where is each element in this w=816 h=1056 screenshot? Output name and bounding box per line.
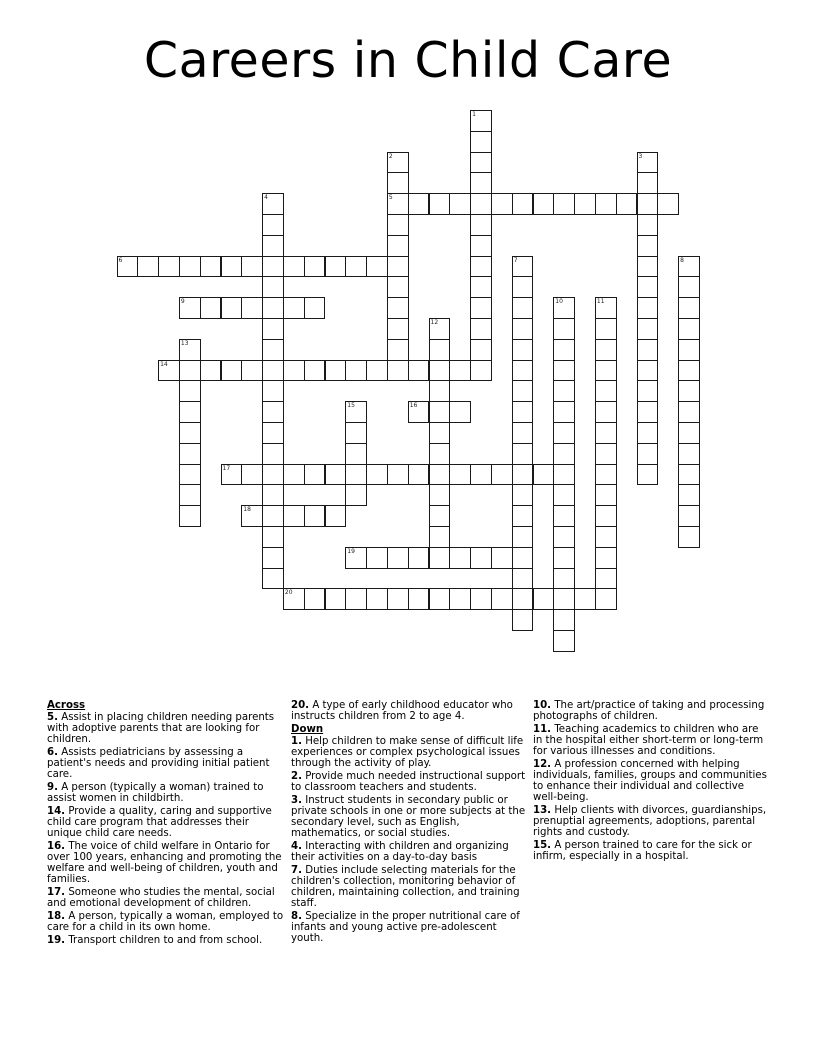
grid-cell[interactable]: [345, 588, 367, 610]
grid-cell[interactable]: [241, 505, 263, 527]
grid-cell[interactable]: [366, 360, 388, 382]
grid-cell[interactable]: [262, 193, 284, 215]
grid-cell[interactable]: [304, 588, 326, 610]
clue-number: 18: [243, 506, 251, 514]
grid-cell[interactable]: [241, 297, 263, 319]
grid-cell[interactable]: [325, 464, 347, 486]
grid-cell[interactable]: [179, 256, 201, 278]
grid-cell[interactable]: [387, 318, 409, 340]
grid-cell[interactable]: [345, 401, 367, 423]
clue-number: 10: [555, 298, 563, 306]
grid-cell[interactable]: [553, 526, 575, 548]
grid-cell[interactable]: [678, 256, 700, 278]
grid-cell[interactable]: [283, 360, 305, 382]
grid-cell[interactable]: [241, 360, 263, 382]
grid-cell[interactable]: [387, 276, 409, 298]
grid-cell[interactable]: [283, 297, 305, 319]
clue-across-17: 17. Someone who studies the mental, social and emotional development of children.: [47, 887, 275, 909]
grid-cell[interactable]: [387, 172, 409, 194]
grid-cell[interactable]: [262, 526, 284, 548]
clue-across-19: 19. Transport children to and from school.: [47, 935, 263, 946]
grid-cell[interactable]: [553, 588, 575, 610]
grid-cell[interactable]: [637, 380, 659, 402]
puzzle-title: Careers in Child Care: [143, 32, 673, 89]
grid-cell[interactable]: [470, 588, 492, 610]
clue-across-18: 18. A person, typically a woman, employed to care for a child in its own home.: [47, 911, 284, 933]
grid-cell[interactable]: [470, 131, 492, 153]
grid-cell[interactable]: [449, 588, 471, 610]
grid-cell[interactable]: [512, 360, 534, 382]
grid-cell[interactable]: [470, 256, 492, 278]
grid-cell[interactable]: [200, 297, 222, 319]
grid-cell[interactable]: [678, 297, 700, 319]
grid-cell[interactable]: [221, 360, 243, 382]
grid-cell[interactable]: [262, 214, 284, 236]
grid-cell[interactable]: [429, 422, 451, 444]
grid-cell[interactable]: [553, 360, 575, 382]
grid-cell[interactable]: [574, 193, 596, 215]
grid-cell[interactable]: [179, 360, 201, 382]
grid-cell[interactable]: [387, 547, 409, 569]
grid-cell[interactable]: [512, 568, 534, 590]
grid-cell[interactable]: [241, 256, 263, 278]
grid-cell[interactable]: [491, 588, 513, 610]
grid-cell[interactable]: [429, 339, 451, 361]
clue-number: 20: [284, 589, 293, 597]
clue-down-15: 15. A person trained to care for the sick or infirm, especially in a hospital.: [533, 840, 752, 862]
grid-cell[interactable]: [512, 276, 534, 298]
grid-cell[interactable]: [637, 339, 659, 361]
clue-across-9: 9. A person (typically a woman) trained to assist women in childbirth.: [47, 782, 264, 804]
grid-cell[interactable]: [449, 401, 471, 423]
clue-number: 15: [347, 402, 355, 410]
grid-cell[interactable]: [429, 547, 451, 569]
grid-cell[interactable]: [449, 193, 471, 215]
grid-cell[interactable]: [262, 443, 284, 465]
grid-cell[interactable]: [512, 297, 534, 319]
grid-cell[interactable]: [262, 422, 284, 444]
grid-cell[interactable]: [304, 256, 326, 278]
grid-cell[interactable]: [449, 547, 471, 569]
clue-number: 1: [472, 111, 476, 118]
grid-cell[interactable]: [533, 193, 555, 215]
grid-cell[interactable]: [262, 547, 284, 569]
grid-cell[interactable]: [179, 339, 201, 361]
grid-cell[interactable]: [553, 484, 575, 506]
clue-number: 13: [180, 339, 189, 347]
clue-number: 16: [409, 402, 418, 410]
grid-cell[interactable]: [637, 401, 659, 423]
grid-cell[interactable]: [345, 443, 367, 465]
grid-cell[interactable]: [387, 360, 409, 382]
grid-cell[interactable]: [678, 276, 700, 298]
grid-cell[interactable]: [678, 422, 700, 444]
grid-cell[interactable]: [429, 526, 451, 548]
clues-column-2: [291, 700, 527, 946]
grid-cell[interactable]: [345, 464, 367, 486]
grid-cell[interactable]: [512, 526, 534, 548]
grid-cell[interactable]: [429, 464, 451, 486]
clue-number: 8: [680, 256, 684, 264]
clue-down-12: 12. A profession concerned with helping individuals, families, groups and communities to enhance their individual and collective well-being.: [533, 759, 767, 803]
clue-down-7: 7. Duties include selecting materials for the children's collection, monitoring behavior of children, maintaining collection, and training staff.: [291, 865, 520, 909]
grid-cell[interactable]: [595, 380, 617, 402]
grid-cell[interactable]: [657, 193, 679, 215]
grid-cell[interactable]: [678, 360, 700, 382]
grid-cell[interactable]: [387, 588, 409, 610]
grid-cell[interactable]: [637, 276, 659, 298]
grid-cell[interactable]: [637, 256, 659, 278]
grid-cell[interactable]: [595, 464, 617, 486]
grid-cell[interactable]: [595, 297, 617, 319]
grid-cell[interactable]: [512, 193, 534, 215]
grid-cell[interactable]: [637, 152, 659, 174]
grid-cell[interactable]: [429, 318, 451, 340]
clue-down-13: 13. Help clients with divorces, guardianships, prenuptial agreements, adoptions, parental rights and custody.: [533, 805, 767, 838]
grid-cell[interactable]: [553, 401, 575, 423]
grid-cell[interactable]: [262, 256, 284, 278]
clue-number: 9: [180, 298, 185, 306]
grid-cell[interactable]: [553, 443, 575, 465]
grid-cell[interactable]: [470, 172, 492, 194]
grid-cell[interactable]: [179, 464, 201, 486]
grid-cell[interactable]: [345, 360, 367, 382]
grid-cell[interactable]: [179, 443, 201, 465]
grid-cell[interactable]: [512, 318, 534, 340]
grid-cell[interactable]: [366, 464, 388, 486]
grid-cell[interactable]: [283, 256, 305, 278]
grid-cell[interactable]: [553, 318, 575, 340]
clue-number: 7: [513, 256, 518, 264]
clue-across-16: 16. The voice of child welfare in Ontario for over 100 years, enhancing and promoting the welfare and well-being of children, youth and families.: [47, 841, 282, 885]
grid-cell[interactable]: [366, 588, 388, 610]
grid-cell[interactable]: [470, 214, 492, 236]
grid-cell[interactable]: [553, 630, 575, 652]
grid-cell[interactable]: [387, 339, 409, 361]
grid-cell[interactable]: [325, 505, 347, 527]
grid-cell[interactable]: [179, 380, 201, 402]
grid-cell[interactable]: [408, 360, 430, 382]
grid-cell[interactable]: [408, 193, 430, 215]
grid-cell[interactable]: [408, 464, 430, 486]
grid-cell[interactable]: [429, 443, 451, 465]
grid-cell[interactable]: [491, 464, 513, 486]
grid-cell[interactable]: [387, 464, 409, 486]
grid-cell[interactable]: [595, 339, 617, 361]
grid-cell[interactable]: [325, 256, 347, 278]
grid-cell[interactable]: [491, 547, 513, 569]
grid-cell[interactable]: [179, 505, 201, 527]
clue-number: 4: [264, 194, 268, 202]
grid-cell[interactable]: [345, 256, 367, 278]
clue-number: 14: [160, 360, 168, 368]
grid-cell[interactable]: [595, 547, 617, 569]
clue-down-10: 10. The art/practice of taking and processing photographs of children.: [533, 700, 765, 722]
grid-cell[interactable]: [387, 235, 409, 257]
grid-cell[interactable]: [449, 464, 471, 486]
grid-cell[interactable]: [470, 360, 492, 382]
clue-number: 17: [222, 464, 231, 472]
grid-cell[interactable]: [512, 380, 534, 402]
grid-cell[interactable]: [429, 360, 451, 382]
grid-cell[interactable]: [553, 547, 575, 569]
grid-cell[interactable]: [470, 235, 492, 257]
clue-down-8: 8. Specialize in the proper nutritional care of infants and young active pre-adolescent youth.: [291, 911, 520, 944]
grid-cell[interactable]: [553, 339, 575, 361]
grid-cell[interactable]: [470, 110, 492, 132]
grid-cell[interactable]: [595, 360, 617, 382]
grid-cell[interactable]: [512, 464, 534, 486]
grid-cell[interactable]: [678, 505, 700, 527]
grid-cell[interactable]: [366, 547, 388, 569]
grid-cell[interactable]: [262, 235, 284, 257]
grid-cell[interactable]: [637, 422, 659, 444]
grid-cell[interactable]: [429, 505, 451, 527]
grid-cell[interactable]: [491, 193, 513, 215]
grid-cell[interactable]: [595, 505, 617, 527]
grid-cell[interactable]: [553, 464, 575, 486]
grid-cell[interactable]: [345, 547, 367, 569]
grid-cell[interactable]: [637, 360, 659, 382]
grid-cell[interactable]: [470, 297, 492, 319]
grid-cell[interactable]: [637, 193, 659, 215]
clue-number: 6: [118, 256, 123, 264]
grid-cell[interactable]: [553, 297, 575, 319]
grid-cell[interactable]: [595, 318, 617, 340]
grid-cell[interactable]: [553, 380, 575, 402]
grid-cell[interactable]: [262, 276, 284, 298]
grid-cell[interactable]: [470, 152, 492, 174]
grid-cell[interactable]: [533, 588, 555, 610]
grid-cell[interactable]: [262, 360, 284, 382]
grid-cell[interactable]: [595, 568, 617, 590]
grid-cell[interactable]: [553, 609, 575, 631]
grid-cell[interactable]: [283, 505, 305, 527]
grid-cell[interactable]: [595, 443, 617, 465]
grid-cell[interactable]: [179, 422, 201, 444]
grid-cell[interactable]: [325, 588, 347, 610]
clue-number: 3: [638, 152, 643, 160]
grid-cell[interactable]: [678, 526, 700, 548]
grid-cell[interactable]: [553, 422, 575, 444]
grid-cell[interactable]: [304, 505, 326, 527]
grid-cell[interactable]: [429, 484, 451, 506]
grid-cell[interactable]: [595, 193, 617, 215]
grid-cell[interactable]: [637, 443, 659, 465]
grid-cell[interactable]: [678, 464, 700, 486]
grid-cell[interactable]: [408, 401, 430, 423]
grid-cell[interactable]: [179, 297, 201, 319]
grid-cell[interactable]: [470, 339, 492, 361]
grid-cell[interactable]: [283, 588, 305, 610]
grid-cell[interactable]: [470, 318, 492, 340]
grid-cell[interactable]: [345, 422, 367, 444]
grid-cell[interactable]: [678, 380, 700, 402]
clue-down-1: 1. Help children to make sense of difficult life experiences or complex psychological issues through the activity of play.: [291, 736, 524, 769]
grid-cell[interactable]: [470, 464, 492, 486]
grid-cell[interactable]: [304, 464, 326, 486]
grid-cell[interactable]: [512, 547, 534, 569]
grid-cell[interactable]: [345, 484, 367, 506]
grid-cell[interactable]: [637, 172, 659, 194]
grid-cell[interactable]: [387, 297, 409, 319]
clue-number: 5: [388, 194, 393, 202]
grid-cell[interactable]: [325, 360, 347, 382]
grid-cell[interactable]: [678, 443, 700, 465]
grid-cell[interactable]: [262, 484, 284, 506]
grid-cell[interactable]: [262, 380, 284, 402]
grid-cell[interactable]: [637, 235, 659, 257]
grid-cell[interactable]: [304, 297, 326, 319]
grid-cell[interactable]: [595, 588, 617, 610]
across-heading: Across: [47, 700, 86, 711]
grid-cell[interactable]: [221, 256, 243, 278]
grid-cell[interactable]: [262, 401, 284, 423]
grid-cell[interactable]: [574, 588, 596, 610]
grid-cell[interactable]: [470, 276, 492, 298]
grid-cell[interactable]: [262, 464, 284, 486]
grid-cell[interactable]: [387, 214, 409, 236]
grid-cell[interactable]: [512, 422, 534, 444]
grid-cell[interactable]: [429, 401, 451, 423]
grid-cell[interactable]: [512, 505, 534, 527]
grid-cell[interactable]: [595, 422, 617, 444]
grid-cell[interactable]: [678, 401, 700, 423]
clue-across-6: 6. Assists pediatricians by assessing a patient's needs and providing initial patient care.: [47, 747, 270, 780]
clue-down-2: 2. Provide much needed instructional support to classroom teachers and students.: [291, 771, 526, 793]
grid-cell[interactable]: [678, 484, 700, 506]
clues-column-3: [533, 700, 769, 864]
grid-cell[interactable]: [387, 152, 409, 174]
grid-cell[interactable]: [179, 484, 201, 506]
grid-cell[interactable]: [221, 297, 243, 319]
grid-cell[interactable]: [512, 588, 534, 610]
grid-cell[interactable]: [429, 380, 451, 402]
grid-cell[interactable]: [595, 484, 617, 506]
grid-cell[interactable]: [637, 297, 659, 319]
clue-number: 2: [388, 152, 393, 160]
grid-cell[interactable]: [553, 193, 575, 215]
clue-down-4: 4. Interacting with children and organizing their activities on a day-to-day basis: [291, 841, 509, 863]
clue-down-3: 3. Instruct students in secondary public or private schools in one or more subjects at the secondary level, such as English, mathematics, or social studies.: [291, 795, 526, 839]
clue-across-14: 14. Provide a quality, caring and supportive child care program that addresses their unique child care needs.: [47, 806, 272, 839]
grid-cell[interactable]: [595, 401, 617, 423]
clue-number: 19: [347, 547, 355, 555]
grid-cell[interactable]: [553, 568, 575, 590]
grid-cell[interactable]: [553, 505, 575, 527]
grid-cell[interactable]: [387, 256, 409, 278]
grid-cell[interactable]: [158, 256, 180, 278]
grid-cell[interactable]: [304, 360, 326, 382]
grid-cell[interactable]: [637, 318, 659, 340]
clue-across-5: 5. Assist in placing children needing parents with adoptive parents that are looking for children.: [47, 712, 275, 745]
grid-cell[interactable]: [512, 609, 534, 631]
grid-cell[interactable]: [512, 339, 534, 361]
grid-cell[interactable]: [283, 464, 305, 486]
grid-cell[interactable]: [241, 464, 263, 486]
grid-cell[interactable]: [429, 193, 451, 215]
grid-cell[interactable]: [262, 297, 284, 319]
grid-cell[interactable]: [262, 339, 284, 361]
clue-number: 12: [430, 319, 439, 326]
grid-cell[interactable]: [449, 360, 471, 382]
grid-cell[interactable]: [137, 256, 159, 278]
clue-down-11: 11. Teaching academics to children who are in the hospital either short-term or long-term for various illnesses and conditions.: [533, 724, 764, 757]
grid-cell[interactable]: [512, 401, 534, 423]
grid-cell[interactable]: [429, 588, 451, 610]
grid-cell[interactable]: [533, 464, 555, 486]
grid-cell[interactable]: [262, 318, 284, 340]
clue-number: 11: [596, 298, 605, 306]
grid-cell[interactable]: [408, 547, 430, 569]
clues-column-1: [47, 700, 285, 948]
grid-cell[interactable]: [408, 588, 430, 610]
grid-cell[interactable]: [262, 568, 284, 590]
grid-cell[interactable]: [470, 193, 492, 215]
grid-cell[interactable]: [595, 526, 617, 548]
grid-cell[interactable]: [262, 505, 284, 527]
grid-cell[interactable]: [158, 360, 180, 382]
grid-cell[interactable]: [179, 401, 201, 423]
grid-cell[interactable]: [637, 464, 659, 486]
grid-cell[interactable]: [637, 214, 659, 236]
grid-cell[interactable]: [387, 193, 409, 215]
grid-cell[interactable]: [200, 360, 222, 382]
grid-cell[interactable]: [678, 339, 700, 361]
grid-cell[interactable]: [470, 547, 492, 569]
grid-cell[interactable]: [117, 256, 139, 278]
grid-cell[interactable]: [678, 318, 700, 340]
down-heading: Down: [291, 724, 324, 735]
grid-cell[interactable]: [221, 464, 243, 486]
grid-cell[interactable]: [512, 443, 534, 465]
grid-cell[interactable]: [616, 193, 638, 215]
grid-cell[interactable]: [366, 256, 388, 278]
grid-cell[interactable]: [512, 484, 534, 506]
grid-cell[interactable]: [512, 256, 534, 278]
grid-cell[interactable]: [200, 256, 222, 278]
clue-across-20: 20. A type of early childhood educator who instructs children from 2 to age 4.: [291, 700, 513, 722]
